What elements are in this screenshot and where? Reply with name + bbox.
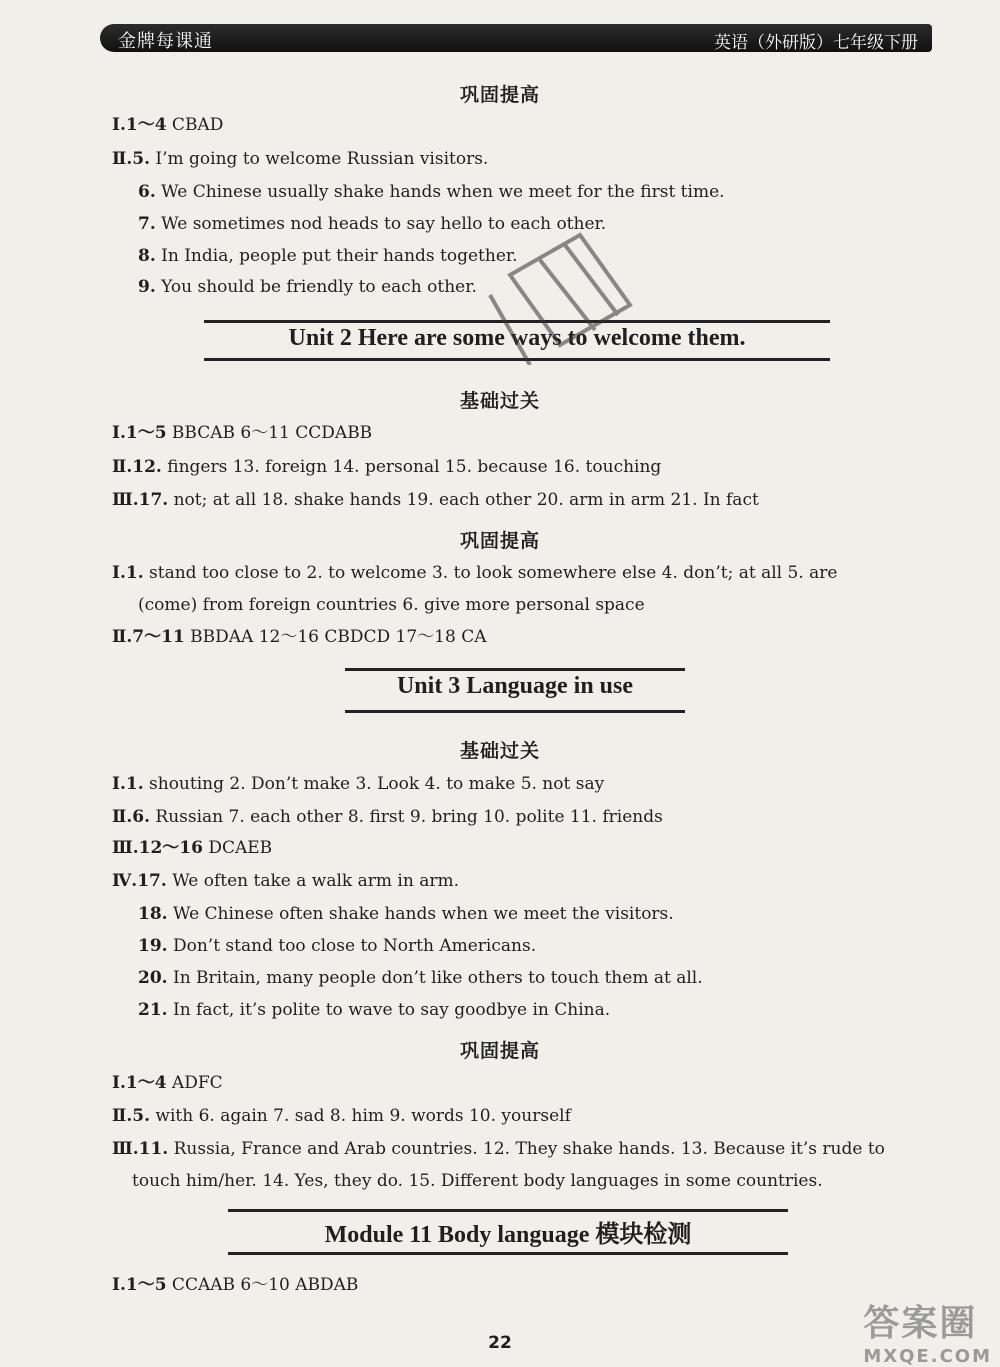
section-heading-basic: 基础过关 <box>459 390 540 412</box>
unit-rule-bottom <box>345 710 685 713</box>
answer-line: 19. Don’t stand too close to North Americans. <box>138 936 537 956</box>
answer-line: 9. You should be friendly to each other. <box>138 277 477 297</box>
answer-line: Ⅰ.1～4 CBAD <box>112 115 224 135</box>
watermark-logo: 答案圈 MXQE.COM <box>863 1303 992 1367</box>
answer-line: Ⅱ.5. with 6. again 7. sad 8. him 9. words 10. yourself <box>112 1106 571 1126</box>
page-number: 22 <box>488 1333 512 1353</box>
answer-line: Ⅳ.17. We often take a walk arm in arm. <box>112 871 459 891</box>
answer-line: 8. In India, people put their hands together. <box>138 246 518 266</box>
answer-line: 20. In Britain, many people don’t like others to touch them at all. <box>138 968 703 988</box>
answer-line: 18. We Chinese often shake hands when we meet the visitors. <box>138 904 674 924</box>
answer-line: Ⅰ.1. shouting 2. Don’t make 3. Look 4. to make 5. not say <box>112 774 605 794</box>
answer-line: Ⅰ.1～4 ADFC <box>112 1073 223 1093</box>
answer-line: 7. We sometimes nod heads to say hello to each other. <box>138 214 607 234</box>
section-heading-improve: 巩固提高 <box>459 84 540 106</box>
module-rule-bottom <box>228 1252 788 1255</box>
answer-line: Ⅲ.17. not; at all 18. shake hands 19. each other 20. arm in arm 21. In fact <box>112 490 759 510</box>
section-heading-improve: 巩固提高 <box>459 530 540 552</box>
answer-line: Ⅰ.1～5 BBCAB 6～11 CCDABB <box>112 423 373 443</box>
answer-line: touch him/her. 14. Yes, they do. 15. Different body languages in some countries. <box>132 1171 823 1191</box>
unit-rule-top <box>345 668 685 671</box>
module-11-title: Module 11 Body language 模块检测 <box>324 1222 692 1248</box>
unit-2-title: Unit 2 Here are some ways to welcome them. <box>288 325 746 351</box>
book-series-title: 金牌每课通 <box>118 31 213 52</box>
book-subject-grade: 英语（外研版）七年级下册 <box>714 33 918 53</box>
module-rule-top <box>228 1209 788 1212</box>
section-heading-improve: 巩固提高 <box>459 1040 540 1062</box>
answer-line: Ⅲ.12～16 DCAEB <box>112 838 273 858</box>
section-heading-basic: 基础过关 <box>459 740 540 762</box>
answer-line: (come) from foreign countries 6. give more personal space <box>138 595 645 615</box>
page-header <box>100 24 932 52</box>
answer-line: Ⅱ.12. fingers 13. foreign 14. personal 15. because 16. touching <box>112 457 662 477</box>
answer-line: Ⅲ.11. Russia, France and Arab countries. 12. They shake hands. 13. Because it’s rude to <box>112 1139 885 1159</box>
answer-line: Ⅱ.6. Russian 7. each other 8. first 9. bring 10. polite 11. friends <box>112 807 663 827</box>
unit-3-title: Unit 3 Language in use <box>396 673 634 699</box>
answer-line: Ⅱ.5. I’m going to welcome Russian visitors. <box>112 149 489 169</box>
answer-line: Ⅰ.1. stand too close to 2. to welcome 3. to look somewhere else 4. don’t; at all 5. are <box>112 563 838 583</box>
answer-line: 21. In fact, it’s polite to wave to say goodbye in China. <box>138 1000 611 1020</box>
answer-line: 6. We Chinese usually shake hands when we meet for the first time. <box>138 182 725 202</box>
answer-line: Ⅰ.1～5 CCAAB 6～10 ABDAB <box>112 1275 359 1295</box>
answer-line: Ⅱ.7～11 BBDAA 12～16 CBDCD 17～18 CA <box>112 627 487 647</box>
stamp-mark <box>470 215 640 365</box>
